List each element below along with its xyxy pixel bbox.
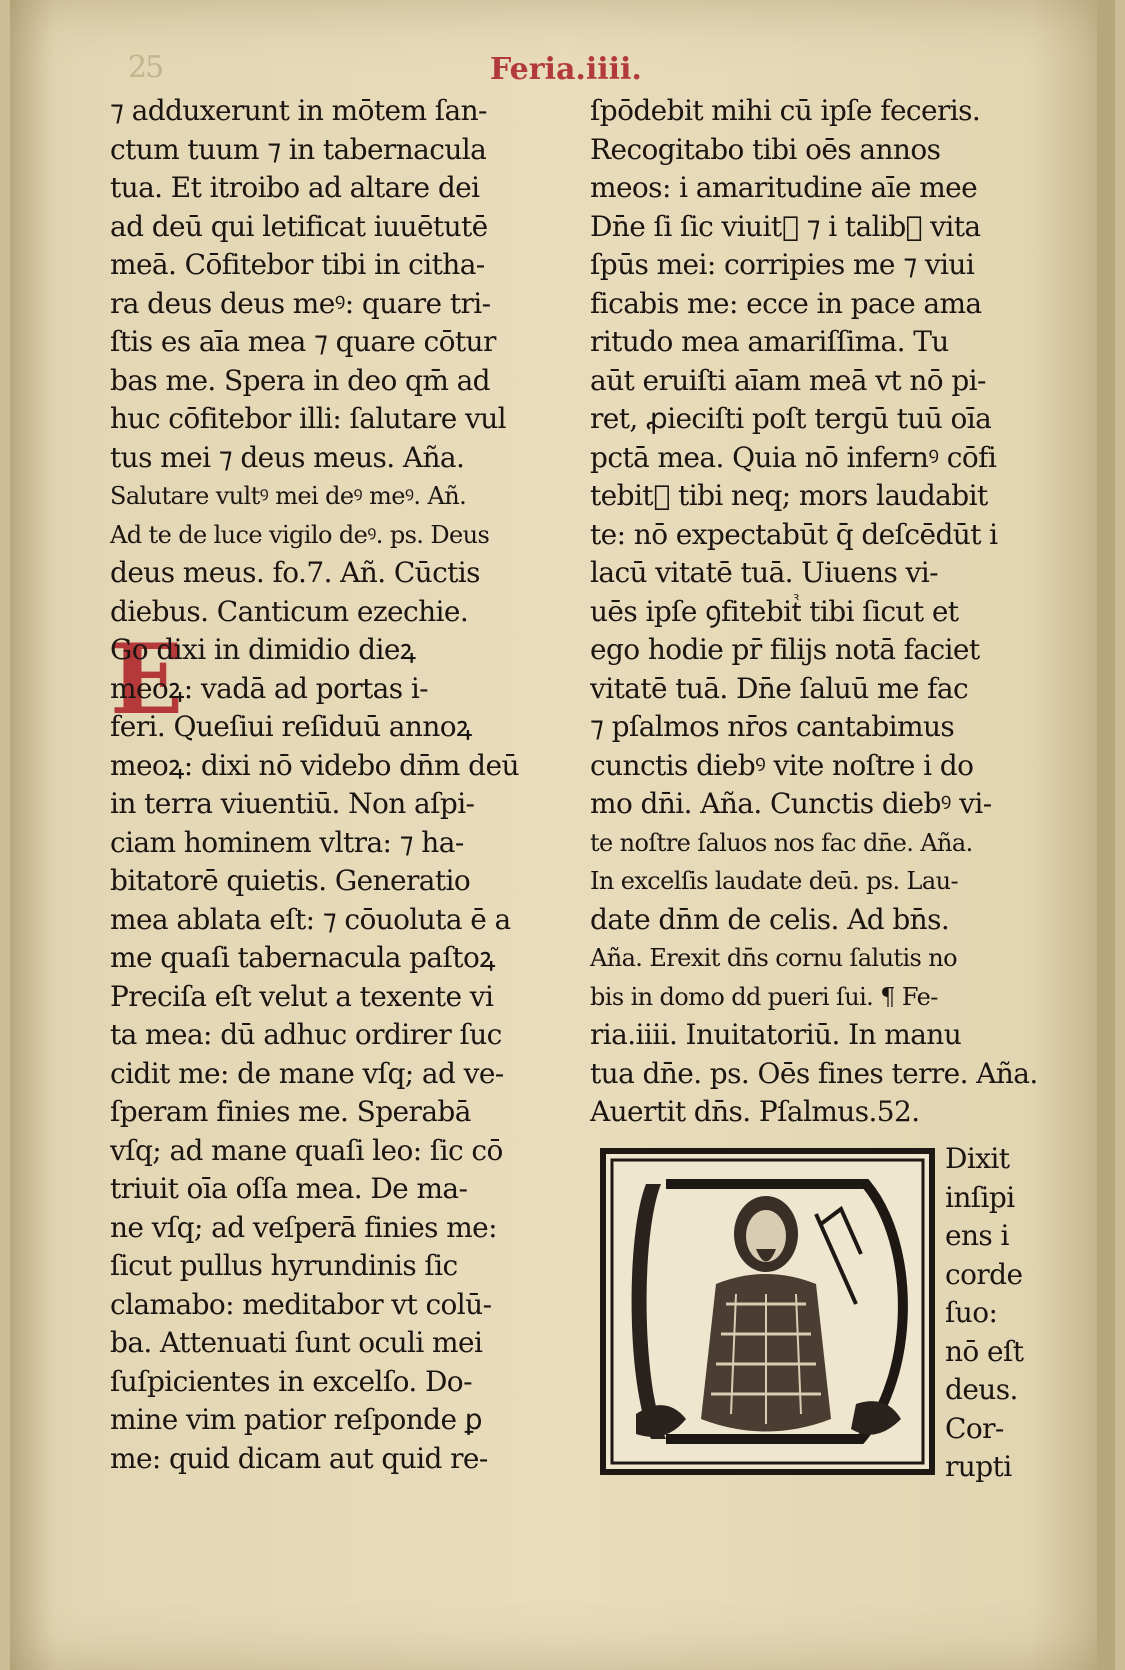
text-line: feri. Queſiui reſiduū annoꝝ — [110, 710, 472, 743]
text-line: meoꝝ: dixi nō videbo dn̄m deū — [110, 748, 519, 782]
text-line: rupti — [945, 1450, 1012, 1483]
text-line: ta mea: dū adhuc ordirer ſuc — [110, 1018, 502, 1051]
text-line: ad deū qui letificat iuuētutē — [110, 209, 488, 243]
text-line: ficabis me: ecce in pace ama — [590, 286, 982, 320]
text-line: Auertit dn̄s. Pſalmus.52. — [590, 1095, 920, 1128]
text-line: huc cōfitebor illi: ſalutare vul — [110, 402, 507, 435]
text-line: ſpūs mei: corripies me ⁊ viui — [590, 248, 975, 281]
text-line: ne vſq; ad veſperā finies me: — [110, 1210, 497, 1244]
left-column — [110, 92, 565, 1478]
text-line: cidit me: de mane vſq; ad ve- — [110, 1056, 504, 1090]
text-line: tus mei ⁊ deus meus. Aña. — [110, 440, 465, 474]
text-line: vſq; ad mane quaſi leo: ſic cō — [110, 1133, 503, 1167]
text-line: ritudo mea amariſſima. Tu — [590, 325, 949, 358]
text-line: te: nō expectabūt q̄ deſcēdūt i — [590, 517, 998, 551]
text-line: Go dixi in dimidio dieꝝ — [110, 633, 416, 666]
text-line: mea ablata eſt: ⁊ cōuoluta ē a — [110, 902, 511, 936]
text-line: ⁊ adduxerunt in mōtem ſan- — [110, 94, 487, 127]
text-line: inſipi — [945, 1180, 1015, 1214]
text-line: mine vim patior reſponde ꝑ — [110, 1403, 482, 1436]
right-column — [590, 92, 1055, 1132]
text-line: tebitᷣ tibi neq; mors laudabit — [590, 479, 988, 512]
text-line: nō eſt — [945, 1334, 1024, 1368]
text-line: meā. Cōfitebor tibi in citha- — [110, 248, 485, 281]
text-line: meoꝝ: vadā ad portas i- — [110, 671, 429, 705]
page-gutter — [1097, 0, 1115, 1670]
text-line: Ad te de luce vigilo deꝰ. ps. Deus — [110, 520, 490, 549]
text-line: tua. Et itroibo ad altare dei — [110, 171, 480, 204]
text-line: ego hodie pr̄ filijs notā faciet — [590, 633, 980, 666]
text-line: ria.iiii. Inuitatoriū. In manu — [590, 1018, 962, 1051]
text-line: bas me. Spera in deo qm̄ ad — [110, 363, 490, 397]
text-line: lacū vitatē tuā. Uiuens vi- — [590, 556, 938, 589]
text-line: mo dn̄i. Aña. Cunctis diebꝰ vi- — [590, 787, 992, 820]
text-line: Cor- — [945, 1411, 1004, 1445]
woodcut-figure-icon — [606, 1154, 929, 1469]
text-line: bitatorē quietis. Generatio — [110, 864, 471, 897]
text-line: cunctis diebꝰ vite noſtre i do — [590, 748, 974, 782]
text-line: corde — [945, 1257, 1023, 1291]
text-line: uēs ipſe ꝯfitebitᷣ tibi ſicut et — [590, 594, 959, 628]
text-line: aūt eruiſti aīam meā vt nō pi- — [590, 363, 986, 397]
text-line: clamabo: meditabor vt colū- — [110, 1287, 492, 1321]
right-narrow-column — [945, 1140, 1045, 1487]
text-line: in terra viuentiū. Non aſpi- — [110, 787, 475, 820]
text-line: Aña. Erexit dn̄s cornu ſalutis no — [590, 944, 958, 972]
woodcut-illustration — [600, 1148, 935, 1475]
text-line: diebus. Canticum ezechie. — [110, 594, 469, 628]
text-line: ⁊ pſalmos nr̄os cantabimus — [590, 710, 955, 743]
text-line: Dixit — [945, 1142, 1010, 1175]
text-line: deus. — [945, 1373, 1018, 1406]
drop-initial: E — [110, 623, 184, 736]
text-line: ſperam finies me. Sperabā — [110, 1095, 471, 1128]
text-line: ciam hominem vltra: ⁊ ha- — [110, 825, 464, 859]
text-line: bis in domo dd pueri ſui. ¶ Fe- — [590, 982, 938, 1011]
text-line: ra deus deus meꝰ: quare tri- — [110, 286, 491, 320]
text-line: te noſtre ſaluos nos fac dn̄e. Aña. — [590, 828, 973, 857]
text-line: Recogitabo tibi oēs annos — [590, 132, 941, 166]
text-line: In excelſis laudate deū. ps. Lau- — [590, 867, 958, 895]
text-line: ſpōdebit mihi cū ipſe feceris. — [590, 94, 981, 127]
text-line: me: quid dicam aut quid re- — [110, 1441, 488, 1475]
text-line: Salutare vultꝰ mei deꝰ meꝰ. Añ. — [110, 482, 467, 510]
text-line: meos: i amaritudine aīe mee — [590, 171, 978, 204]
text-line: ens i — [945, 1219, 1009, 1252]
text-line: Dn̄e ſi ſic viuitᷣ ⁊ i talibꝰ vita — [590, 209, 981, 243]
text-line: deus meus. fo.7. Añ. Cūctis — [110, 556, 480, 589]
text-line: triuit oīa oſſa mea. De ma- — [110, 1172, 468, 1205]
text-line: pctā mea. Quia nō infernꝰ cōfi — [590, 440, 997, 474]
text-line: Preciſa eſt velut a texente vi — [110, 979, 494, 1013]
text-line: me quaſi tabernacula paſtoꝝ — [110, 941, 495, 974]
text-line: ſuo: — [945, 1296, 998, 1329]
text-line: ſtis es aīa mea ⁊ quare cōtur — [110, 325, 496, 358]
text-line: ret, ꝓieciſti poſt tergū tuū oīa — [590, 402, 992, 435]
text-line: ſicut pullus hyrundinis ſic — [110, 1249, 458, 1282]
text-line: date dn̄m de celis. Ad bn̄s. — [590, 902, 950, 936]
text-line: ſuſpicientes in excelſo. Do- — [110, 1364, 472, 1398]
text-line: tua dn̄e. ps. Oēs fines terre. Aña. — [590, 1056, 1038, 1090]
text-line: ba. Attenuati ſunt oculi mei — [110, 1326, 483, 1359]
running-head: Feria.iiii. — [490, 52, 642, 87]
folio-mark: 25 — [128, 50, 163, 85]
text-line: ctum tuum ⁊ in tabernacula — [110, 132, 487, 166]
text-line: vitatē tuā. Dn̄e ſaluū me fac — [590, 671, 969, 705]
